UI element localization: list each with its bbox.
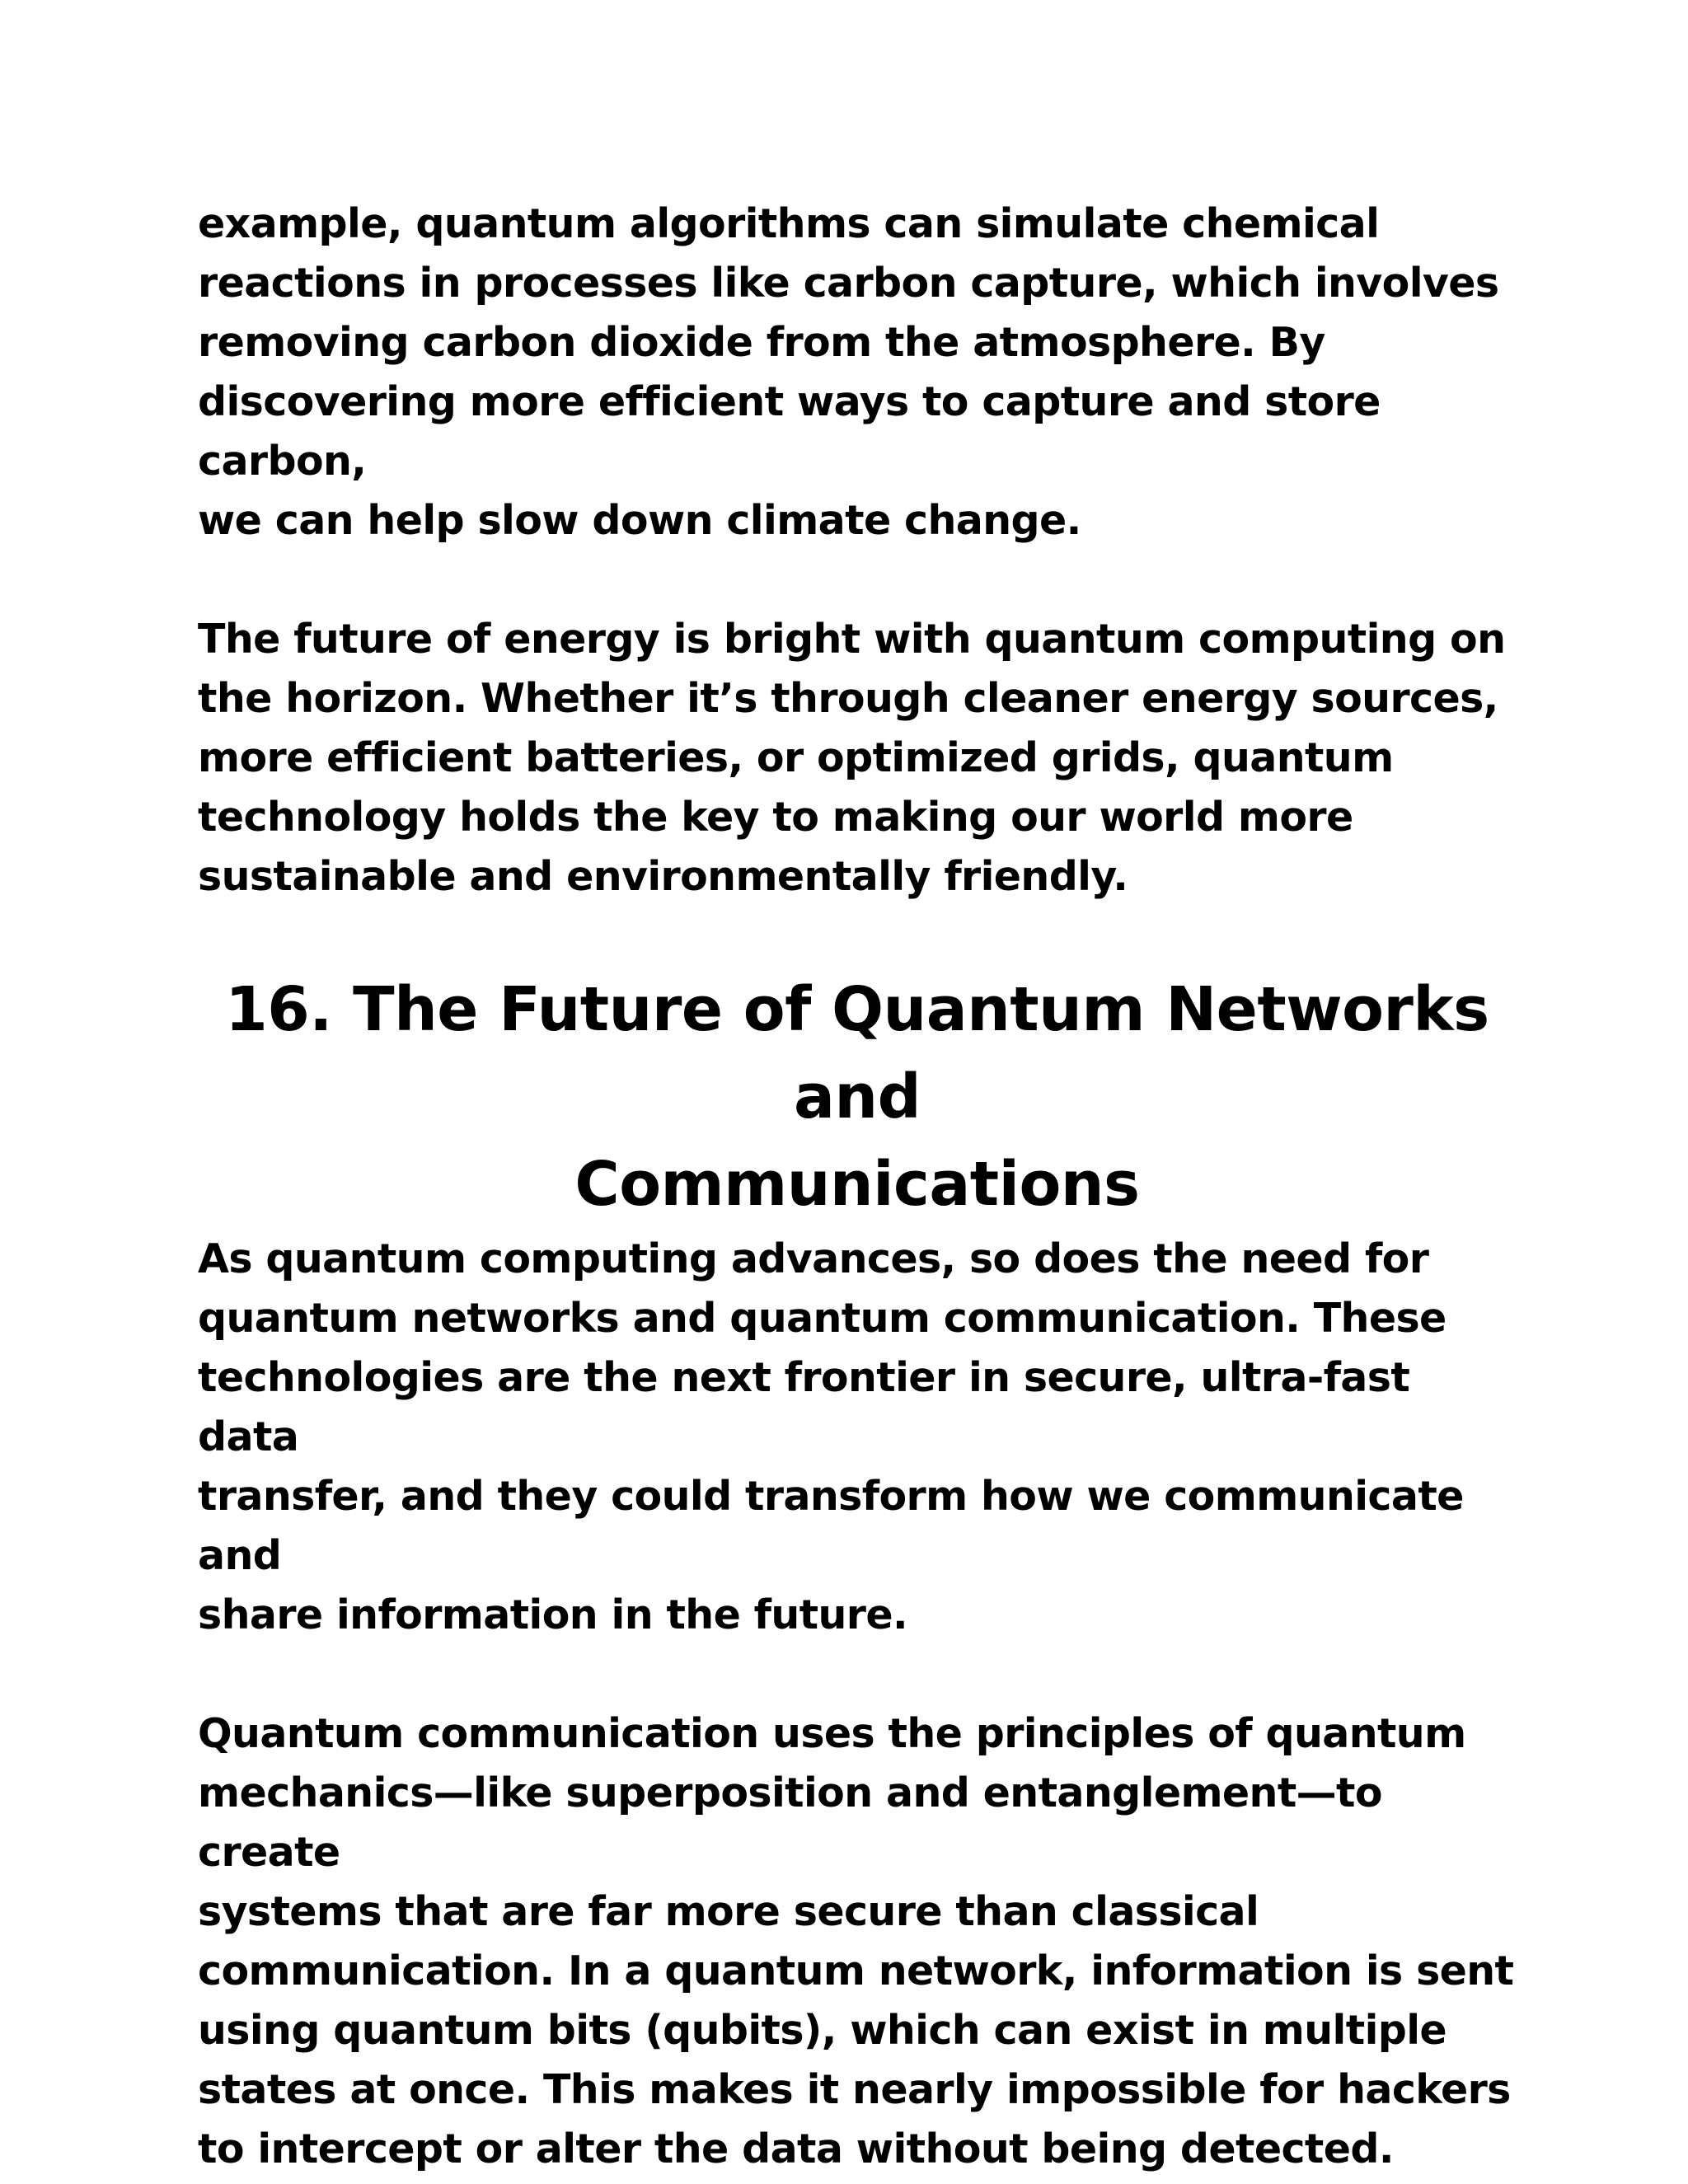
paragraph-quantum-communication: Quantum communication uses the principles of quantum mechanics—like superposition and entanglement—to create systems that are far more secure than classical communication. In a quantum network, information is sent using quantum bits (qubits), which can exist in multiple states at once. This makes it nearly impossible for hackers to intercept or alter the data without being detected. (198, 1710, 1514, 2172)
paragraph-energy-future: The future of energy is bright with quantum computing on the horizon. Whether it’s through cleaner energy sources, more efficient batteries, or optimized grids, quantum technology holds the key to making our world more sustainable and environmentally friendly. (198, 616, 1506, 900)
document-page (198, 194, 1517, 2179)
paragraph-quantum-networks-intro: As quantum computing advances, so does the need for quantum networks and quantum communication. These technologies are the next frontier in secure, ultra-fast data transfer, and they could transform how we communicate and share information in the future. (198, 1235, 1464, 1638)
paragraph-carbon-capture: example, quantum algorithms can simulate chemical reactions in processes like carbon capture, which involves removing carbon dioxide from the atmosphere. By discovering more efficient ways to capture and store carbon, we can help slow down climate change. (198, 200, 1499, 544)
section-heading: 16. The Future of Quantum Networks and Communications (225, 974, 1489, 1220)
